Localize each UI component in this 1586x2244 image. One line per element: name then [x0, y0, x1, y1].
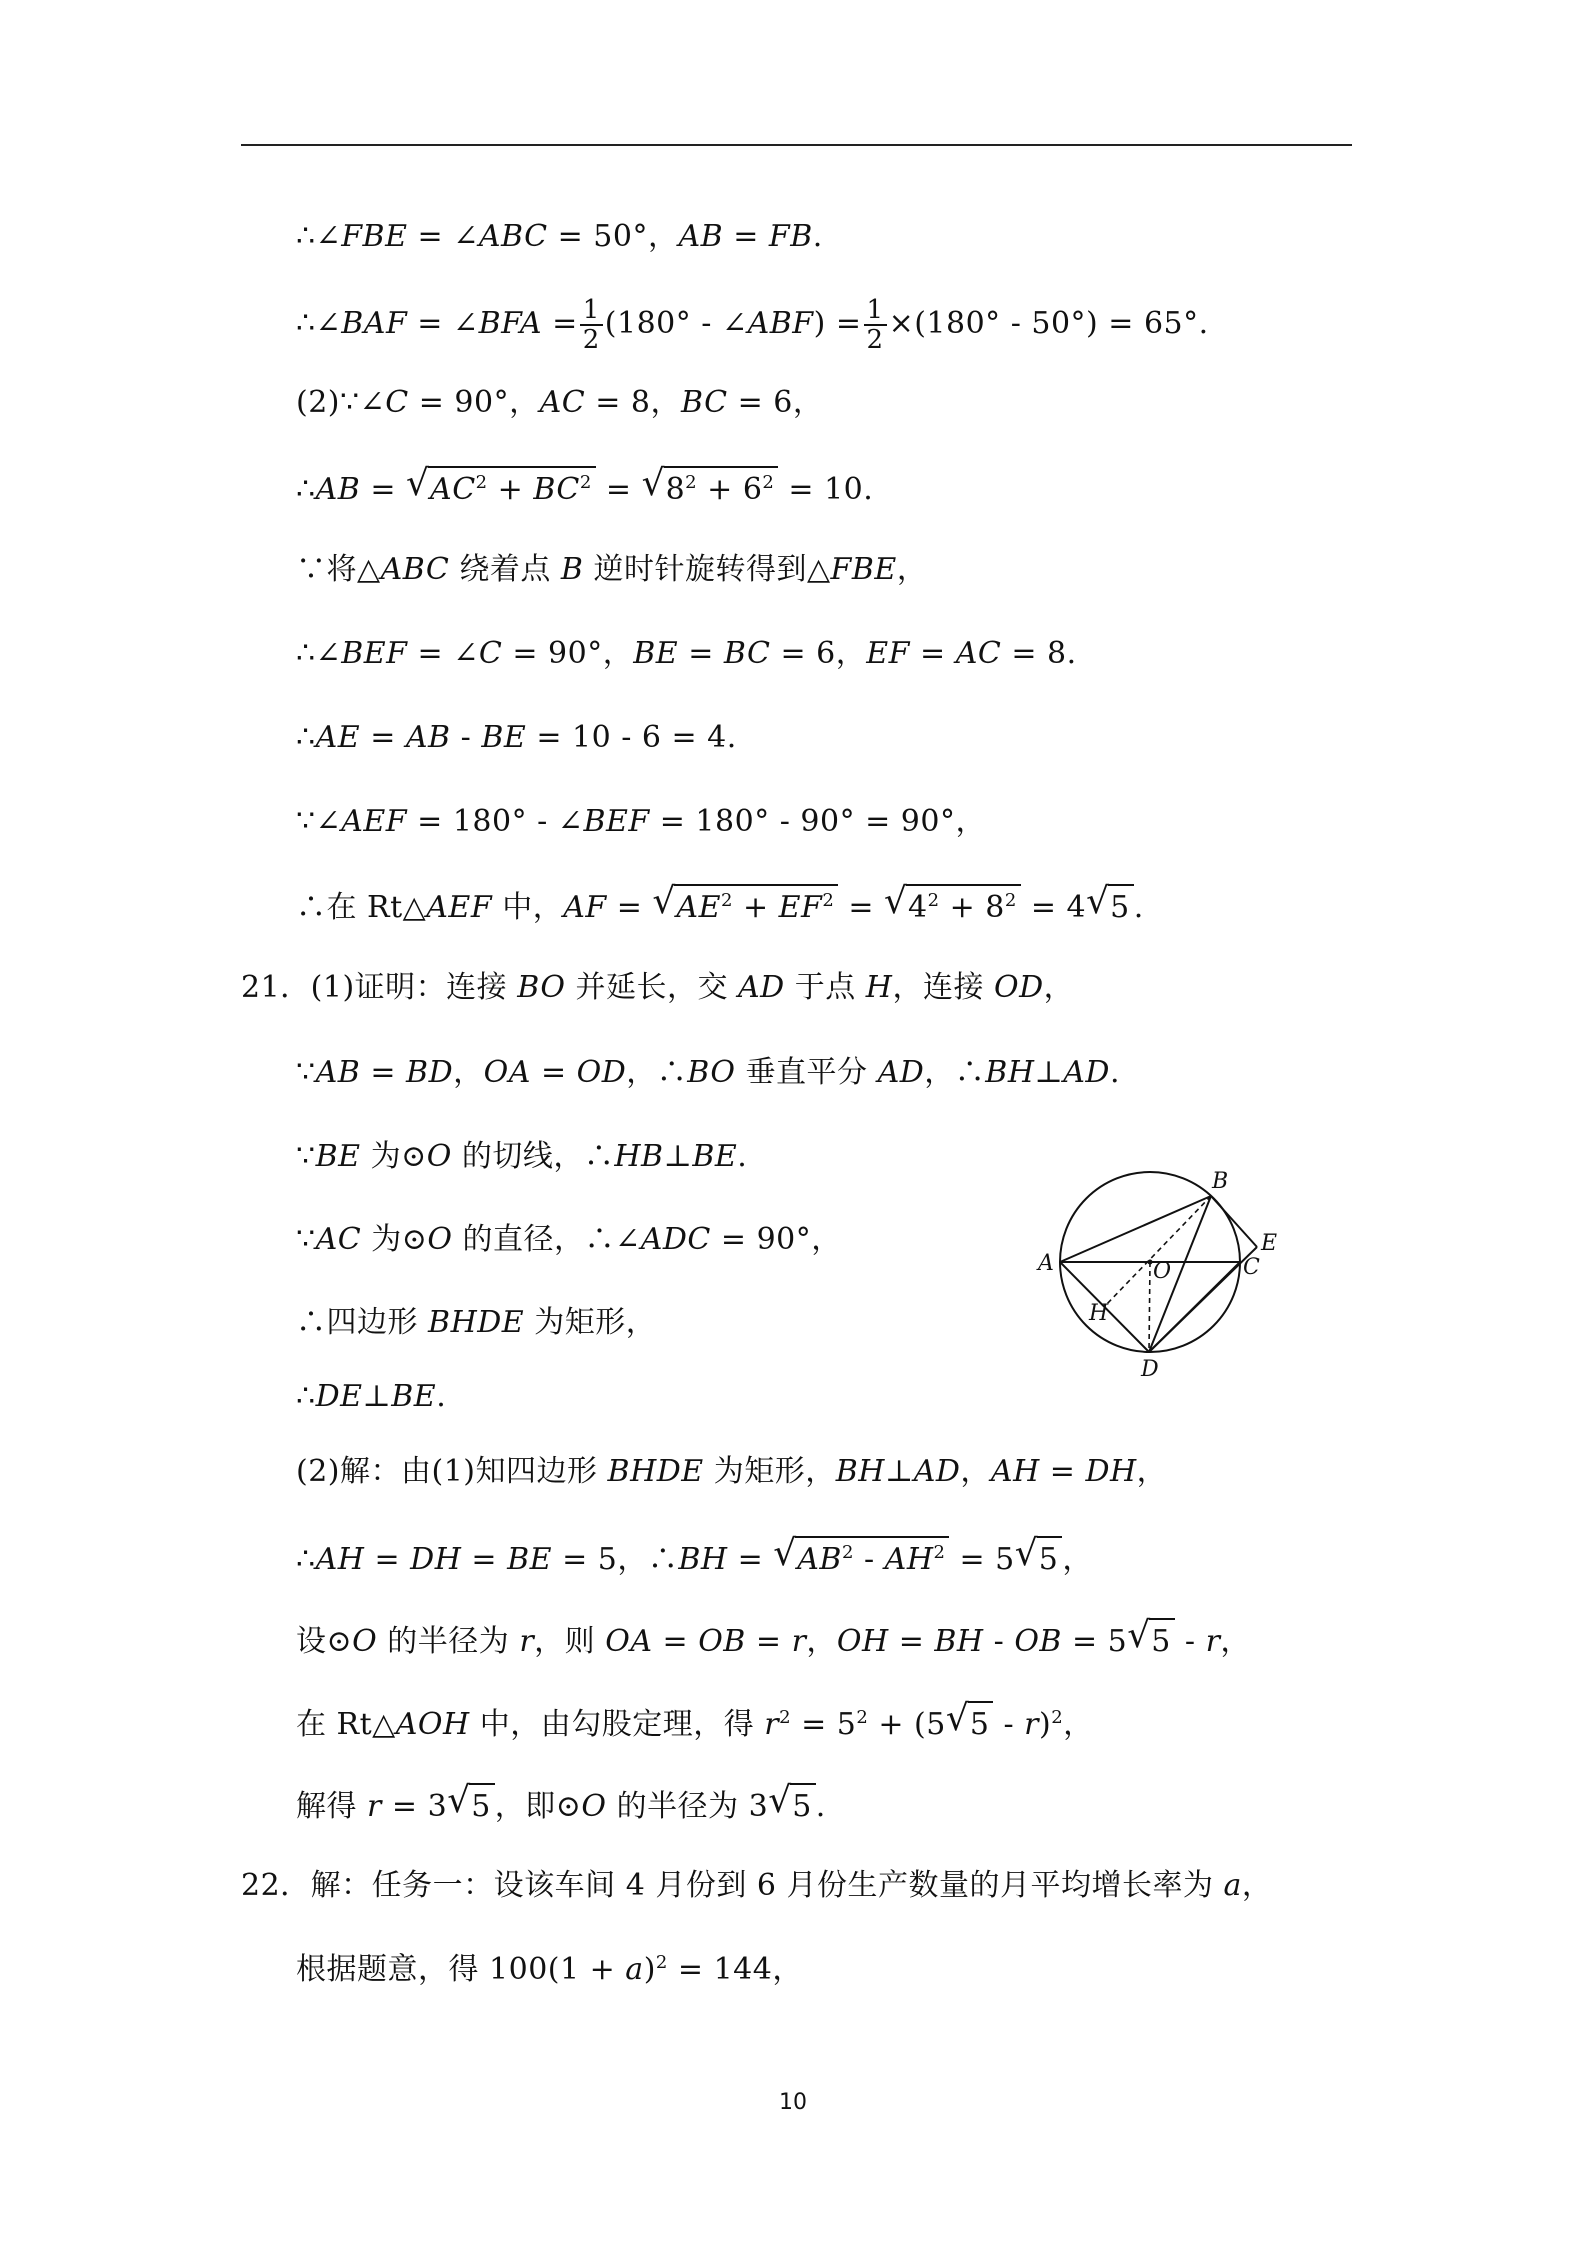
sqrt-expression: √ $AB^2 - AH^2$: [773, 1536, 949, 1580]
figure-label: D: [1141, 1357, 1159, 1380]
sqrt-expression: √ $AE^2 + EF^2$: [652, 884, 838, 928]
question-22-heading: 22．解：任务一：设该车间 4 月份到 6 月份生产数量的月平均增长率为 a，: [241, 1868, 1273, 1903]
segment-od-dashed: [1149, 1262, 1150, 1352]
line-22: 根据题意，得 $100(1 + a)^2 = 144$，: [296, 1952, 803, 1987]
line-4: ∴AB = √ $AC^2 + BC^2$ = √ $8^2 + 6^2 = 10$.: [296, 466, 873, 510]
figure-svg: [1035, 1170, 1285, 1380]
line-8: ∵∠AEF = 180° - ∠BEF = 180° - 90° = 90°，: [296, 804, 986, 839]
sqrt-expression: √ $AC^2 + BC^2$: [406, 466, 596, 510]
line-6: ∴∠BEF = ∠C = 90°，BE = BC = 6，EF = AC = 8.: [296, 636, 1077, 671]
line-19: 在 Rt△AOH 中，由勾股定理，得 $r^2 = 5^2 + (5$ √ 5 - r)$^2$，: [296, 1701, 1094, 1745]
line-7: ∴AE = AB - BE = 10 - 6 = 4.: [296, 720, 737, 755]
line-15: ∴DE⊥BE.: [296, 1379, 447, 1414]
line-13: ∵AC 为⊙O 的直径，∴∠ADC = 90°，: [296, 1222, 842, 1257]
sqrt-expression: √ 5: [447, 1783, 495, 1827]
figure-label: B: [1212, 1170, 1229, 1194]
figure-label: C: [1243, 1255, 1260, 1280]
sqrt-expression: √ 5: [768, 1783, 816, 1827]
figure-label: A: [1038, 1251, 1054, 1276]
fraction-half: $\frac{1}{2}$: [864, 296, 887, 354]
page-number: 10: [779, 2090, 807, 2115]
line-1: ∴∠FBE = ∠ABC = 50°，AB = FB.: [296, 219, 823, 254]
figure-label: E: [1261, 1231, 1278, 1256]
line-3: (2)∵∠C = 90°，AC = 8，BC = 6，: [296, 385, 824, 420]
line-11: ∵AB = BD，OA = OD，∴BO 垂直平分 AD，∴BH⊥AD.: [296, 1055, 1120, 1090]
sqrt-expression: √ 5: [1015, 1536, 1063, 1580]
line-16: (2)解：由(1)知四边形 BHDE 为矩形，BH⊥AD，AH = DH，: [296, 1454, 1168, 1489]
line-9: ∴在 Rt△AEF 中，AF = √ $AE^2 + EF^2$ = √ $4^2 + 8^2 = 4$ √ 5 .: [296, 884, 1144, 928]
figure-label: H: [1089, 1301, 1109, 1326]
segment-be: [1211, 1196, 1257, 1247]
header-rule: [241, 144, 1352, 146]
question-21-heading: 21．(1)证明：连接 BO 并延长，交 AD 于点 H，连接 OD，: [241, 970, 1075, 1005]
line-12: ∵BE 为⊙O 的切线，∴HB⊥BE.: [296, 1139, 748, 1174]
center-point: [1148, 1260, 1153, 1265]
sqrt-expression: √ $4^2 + 8^2$: [884, 884, 1021, 928]
line-2: ∴∠BAF = ∠BFA = $\frac{1}{2}$ (180° - ∠ABF) = $\frac{1}{2}$ ×(180° - 50°) = 65°.: [296, 295, 1209, 355]
fraction-half: $\frac{1}{2}$: [580, 296, 603, 354]
sqrt-expression: √ 5: [1086, 884, 1134, 928]
line-17: ∴AH = DH = BE = 5，∴BH = √ $AB^2 - AH^2 = 5$ √ 5 ，: [296, 1536, 1093, 1580]
figure-label: O: [1153, 1259, 1172, 1284]
line-5: ∵将△ABC 绕着点 B 逆时针旋转得到△FBE，: [296, 552, 928, 587]
sqrt-expression: √ $8^2 + 6^2$: [642, 466, 779, 510]
line-18: 设⊙O 的半径为 r，则 OA = OB = r，OH = BH - OB = 5 √ 5 - r，: [296, 1618, 1251, 1662]
line-14: ∴四边形 BHDE 为矩形，: [296, 1305, 657, 1340]
sqrt-expression: √ 5: [946, 1701, 994, 1745]
circle-geometry-figure: [1035, 1170, 1285, 1380]
segment-bh-dashed: [1104, 1196, 1211, 1307]
line-20: 解得 r = 3 √ 5 ，即⊙O 的半径为 3 √ 5 .: [296, 1783, 826, 1827]
sqrt-expression: √ 5: [1127, 1618, 1175, 1662]
